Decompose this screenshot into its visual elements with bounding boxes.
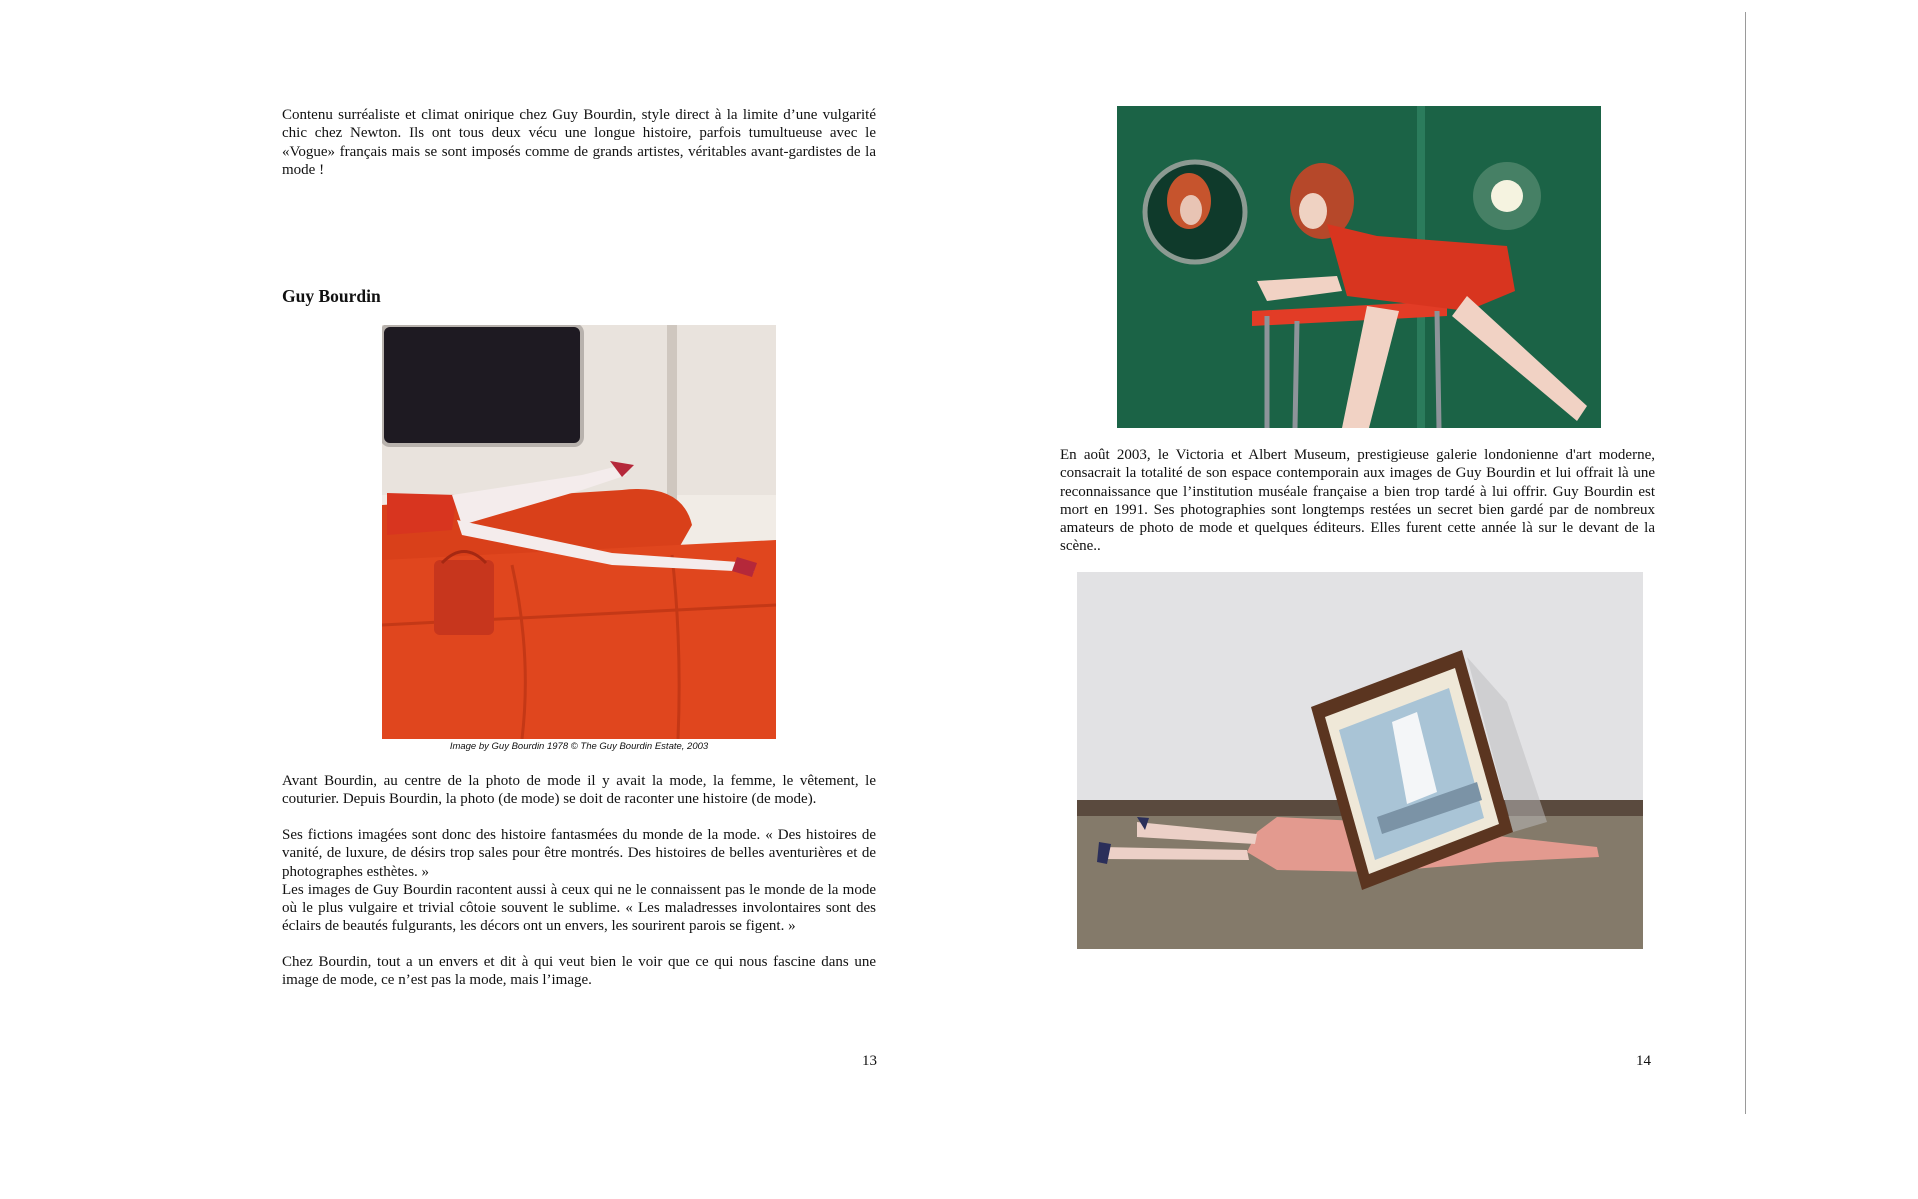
photo-fallen-frame <box>1077 572 1643 949</box>
paragraph-avant-bourdin: Avant Bourdin, au centre de la photo de mode il y avait la mode, la femme, le vêtement, le couturier. Depuis Bourdin, la photo (de mode) se doit de raconter une histoire (de mode). <box>282 773 876 808</box>
intro-paragraph: Contenu surréaliste et climat onirique chez Guy Bourdin, style direct à la limite d’une vulgarité chic chez Newton. Ils ont tous deux vécu une longue histoire, parfois tumultueuse avec le «Vogue» français mais se sont imposés comme de grands artistes, véritables avant-gardistes de la mode ! <box>282 107 876 178</box>
left-page <box>0 0 955 1199</box>
right-page <box>955 0 1918 1199</box>
photo-sofa-legs <box>382 325 776 739</box>
paragraph-fictions: Ses fictions imagées sont donc des histoire fantasmées du monde de la mode. « Des histoires de vanité, de luxure, de désirs trop sales pour être montrés. Des histoires de belles aventurières et de photographes esthètes. » Les images de Guy Bourdin racontent aussi à ceux qui ne le connaissent pas le monde de la mode où le plus vulgaire et trivial côtoie souvent le sublime. « Les maladresses involontaires sont des éclairs de beautés fulgurants, les décors ont un envers, les sourirent parois se figent. » <box>282 827 876 935</box>
paragraph-envers: Chez Bourdin, tout a un envers et dit à qui veut bien le voir que ce qui nous fascine dans une image de mode, ce n’est pas la mode, mais l’image. <box>282 954 876 989</box>
paragraph-victoria-albert: En août 2003, le Victoria et Albert Museum, prestigieuse galerie londonienne d'art moderne, consacrait la totalité de son espace contemporain aux images de Guy Bourdin et lui offrait là une reconnaissance que l’institution muséale française a bien trop tardé à lui offrir. Guy Bourdin est mort en 1991. Ses photographies sont longtemps restées un secret bien gardé par de nombreux amateurs de photo de mode et quelques éditeurs. Elles furent cette année là sur le devant de la scène.. <box>1060 447 1655 555</box>
page-number-right: 14 <box>1636 1053 1651 1069</box>
page-number-left: 13 <box>862 1053 877 1069</box>
page-edge-divider <box>1745 12 1746 1114</box>
photo-mirror-green <box>1117 106 1601 428</box>
photo-caption: Image by Guy Bourdin 1978 © The Guy Bourdin Estate, 2003 <box>449 741 709 752</box>
section-heading: Guy Bourdin <box>282 286 381 306</box>
